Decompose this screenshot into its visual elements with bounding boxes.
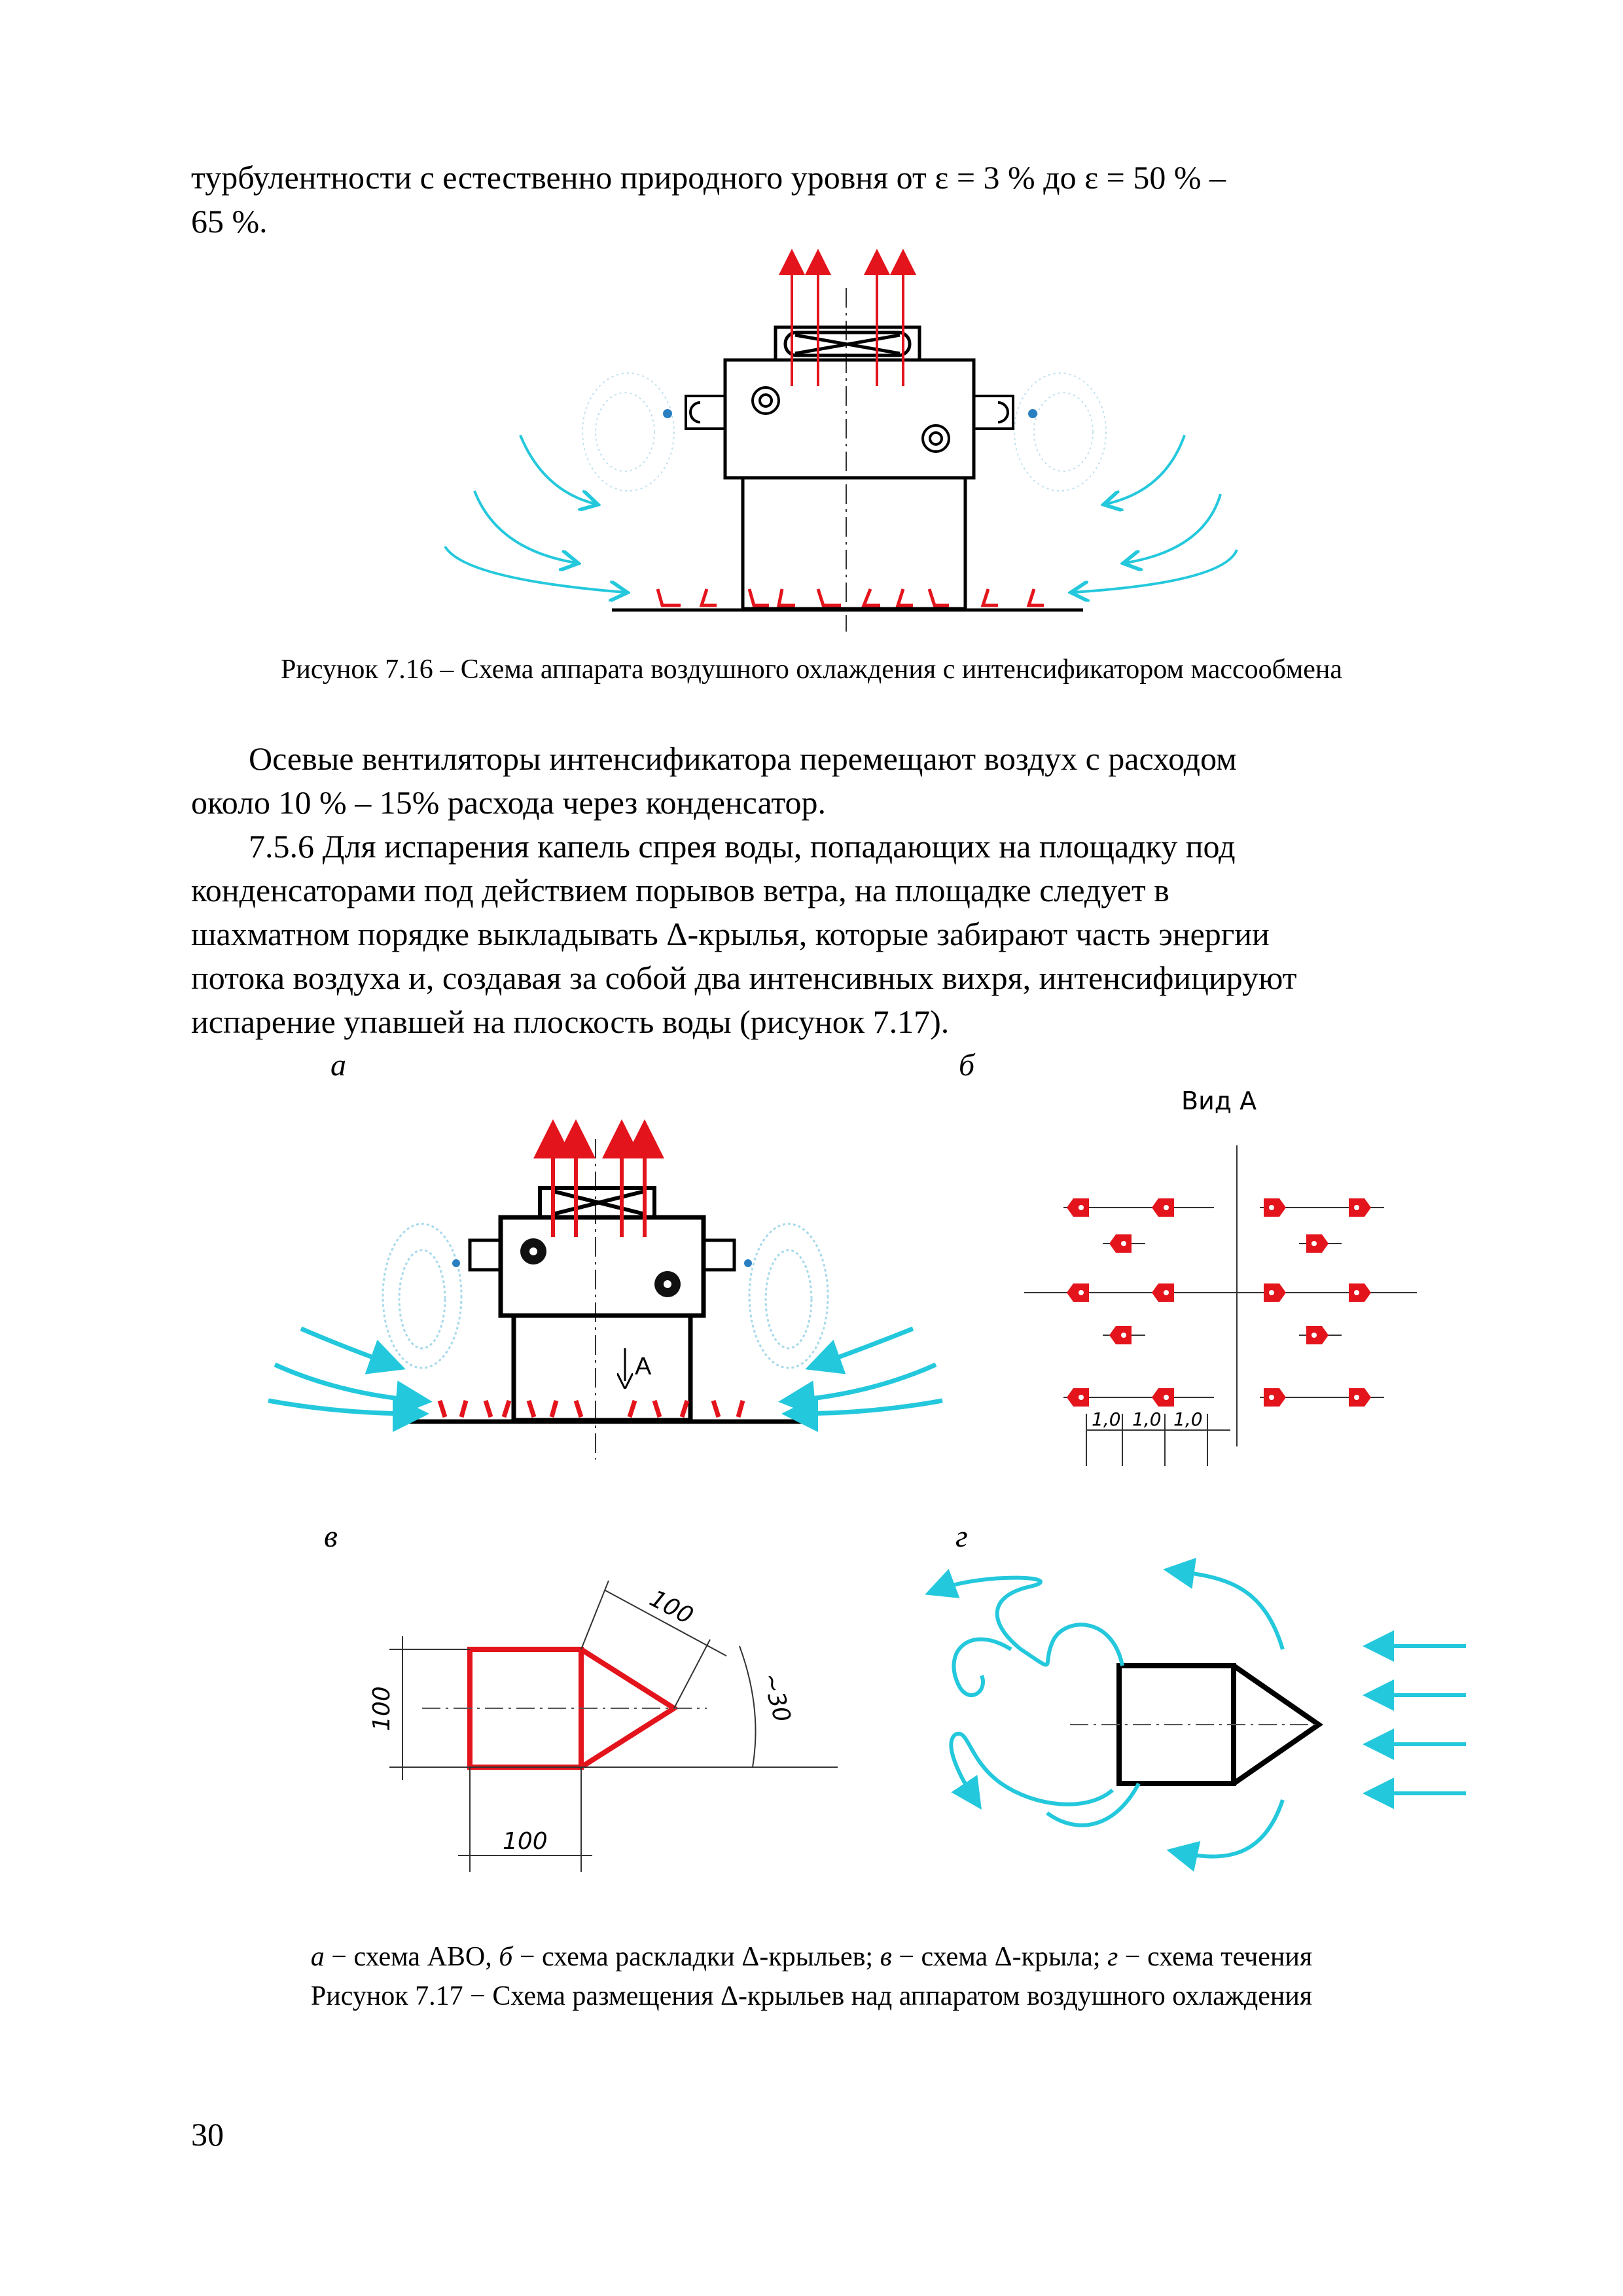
sub-b-text: − схема раскладки Δ-крыльев; [512, 1942, 880, 1972]
vortex-flow-lines [936, 1571, 1283, 1857]
para-7-5-6-line-3: шахматном порядке выкладывать Δ-крылья, которые забирают часть энергии [191, 916, 1270, 952]
sub-v-text: − схема Δ-крыла; [891, 1942, 1108, 1972]
panel-label-v: в [324, 1519, 338, 1554]
para-7-5-6-line-5: испарение упавшей на плоскость воды (рисунок 7.17). [191, 1003, 950, 1040]
intro-line-2: 65 %. [191, 203, 268, 240]
sub-b-letter: б [499, 1942, 513, 1972]
figure-7-17-subcaption [0, 1939, 1623, 1975]
sub-g-letter: г [1107, 1942, 1118, 1972]
para-7-5-6-line-1: 7.5.6 Для испарения капель спрея воды, попадающих на площадку под [249, 828, 1236, 865]
sub-v-letter: в [880, 1942, 892, 1972]
view-title: Вид А [1181, 1086, 1257, 1115]
spacing-label-3: 1,0 [1173, 1408, 1203, 1430]
sub-a-letter: а [310, 1942, 325, 1972]
page-number: 30 [191, 2116, 224, 2153]
sub-g-text: − схема течения [1118, 1942, 1313, 1972]
figure-7-16-caption: Рисунок 7.16 – Схема аппарата воздушного охлаждения с интенсификатором массообмена [281, 655, 1342, 685]
figure-7-17-caption: Рисунок 7.17 − Схема размещения Δ-крыльев над аппаратом воздушного охлаждения [310, 1981, 1313, 2011]
spacing-label-2: 1,0 [1132, 1408, 1162, 1430]
fans-line-2: около 10 % – 15% расхода через конденсатор. [191, 784, 827, 821]
dim-angle-label: ~30 [757, 1670, 796, 1725]
sub-a-text: − схема АВО, [324, 1942, 499, 1972]
spacing-label-1: 1,0 [1092, 1408, 1121, 1430]
dim-height-label: 100 [368, 1686, 395, 1731]
dim-width-label: 100 [503, 1828, 548, 1855]
para-7-5-6-line-4: потока воздуха и, создавая за собой два интенсивных вихря, интенсифицируют [191, 960, 1297, 996]
fans-line-1: Осевые вентиляторы интенсификатора перемещают воздух с расходом [249, 740, 1237, 777]
panel-label-a: а [330, 1048, 346, 1083]
dim-tip-label: 100 [645, 1585, 698, 1630]
panel-label-b: б [959, 1048, 975, 1083]
intro-line-1: турбулентности с естественно природного уровня от ε = 3 % до ε = 50 % – [191, 159, 1226, 196]
view-arrow-label-a: A [635, 1353, 652, 1380]
para-7-5-6-line-2: конденсаторами под действием порывов ветра, на площадке следует в [191, 872, 1169, 908]
incoming-flow-arrows [1374, 1646, 1466, 1793]
panel-label-g: г [955, 1519, 968, 1554]
